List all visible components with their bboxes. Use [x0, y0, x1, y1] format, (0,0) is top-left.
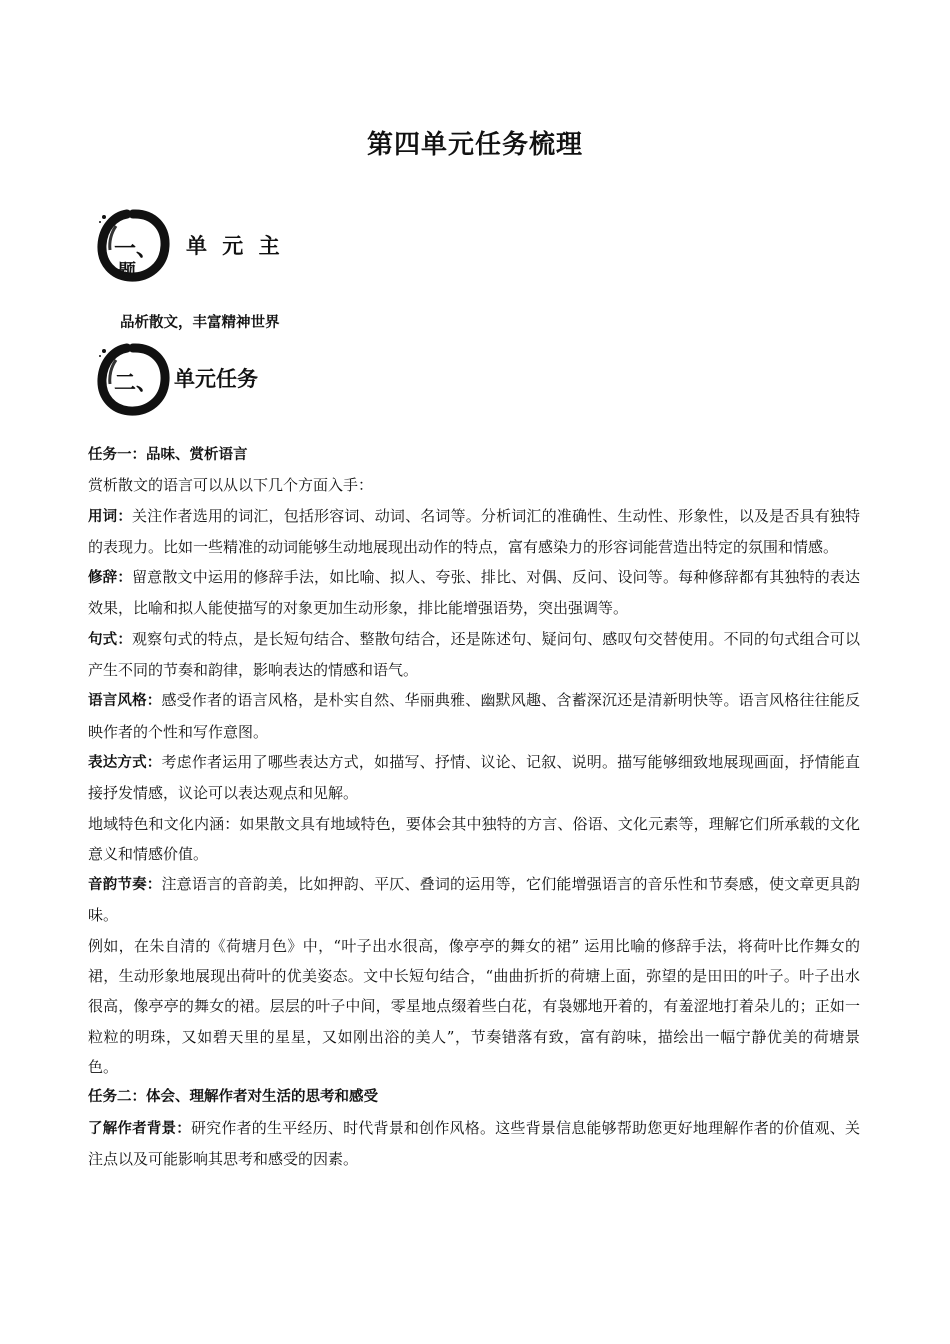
section-title: 单 元 主 [186, 234, 284, 258]
paragraph: 表达方式：考虑作者运用了哪些表达方式，如描写、抒情、议论、记叙、说明。描写能够细致地展现画面，抒情能直接抒发情感，议论可以表达观点和见解。 [88, 752, 860, 803]
task-intro: 赏析散文的语言可以从以下几个方面入手： [88, 476, 374, 495]
page-title: 第四单元任务梳理 [366, 130, 583, 160]
task-heading: 任务二：体会、理解作者对生活的思考和感受 [88, 1089, 378, 1106]
section-title: 单元任务 [174, 367, 258, 391]
main-content [88, 440, 860, 1174]
paragraph-label: 句式： [88, 631, 133, 648]
paragraph: 用词：关注作者选用的词汇，包括形容词、动词、名词等。分析词汇的准确性、生动性、形象性，以及是否具有独特的表现力。比如一些精准的动词能够生动地展现出动作的特点，富有感染力的形容词能营造出特定的氛围和情感。 [88, 506, 860, 556]
paragraph-label: 用词： [88, 508, 133, 525]
paragraph-label: 语言风格： [88, 693, 162, 710]
paragraph-label: 表达方式： [88, 754, 162, 771]
paragraph: 语言风格：感受作者的语言风格，是朴实自然、华丽典雅、幽默风趣、含蓄深沉还是清新明快等。语言风格往往能反映作者的个性和写作意图。 [88, 691, 860, 741]
paragraph: 音韵节奏：注意语言的音韵美，比如押韵、平仄、叠词的运用等，它们能增强语言的音乐性和节奏感，使文章更具韵味。 [88, 875, 860, 925]
section-number: 二、 [114, 371, 159, 396]
paragraph-label: 了解作者背景： [88, 1120, 191, 1137]
paragraph: 例如，在朱自清的《荷塘月色》中，“叶子出水很高，像亭亭的舞女的裙” 运用比喻的修辞手法，将荷叶比作舞女的裙，生动形象地展现出荷叶的优美姿态。文中长短句结合，“曲曲折折的荷塘上面，弥望的是田田的叶子。叶子出水很高，像亭亭的舞女的裙。层层的叶子中间，零星地点缀着些白花，有袅娜地开着的，有羞涩地打着朵儿的；正如一粒粒的明珠，又如碧天里的星星，又如刚出浴的美人”，节奏错落有致，富有韵味，描绘出一幅宁静优美的荷塘景色。 [88, 936, 860, 1076]
section-number: 一、 [114, 237, 159, 262]
paragraph: 句式：观察句式的特点，是长短句结合、整散句结合，还是陈述句、疑问句、感叹句交替使用。不同的句式组合可以产生不同的节奏和韵律，影响表达的情感和语气。 [88, 629, 860, 680]
paragraph-label: 音韵节奏： [88, 877, 162, 894]
task-heading: 任务一：品味、赏析语言 [88, 447, 248, 463]
paragraph: 地域特色和文化内涵：如果散文具有地域特色，要体会其中独特的方言、俗语、文化元素等，理解它们所承载的文化意义和情感价值。 [88, 814, 860, 863]
section-title-wrap: 题 [118, 261, 136, 282]
unit-theme-text: 品析散文，丰富精神世界 [120, 315, 280, 331]
paragraph: 了解作者背景：研究作者的生平经历、时代背景和创作风格。这些背景信息能够帮助您更好地理解作者的价值观、关注点以及可能影响其思考和感受的因素。 [88, 1118, 860, 1168]
paragraph: 修辞：留意散文中运用的修辞手法，如比喻、拟人、夸张、排比、对偶、反问、设问等。每种修辞都有其独特的表达效果，比喻和拟人能使描写的对象更加生动形象，排比能增强语势，突出强调等。 [88, 568, 860, 618]
paragraph-label: 修辞： [88, 570, 133, 587]
